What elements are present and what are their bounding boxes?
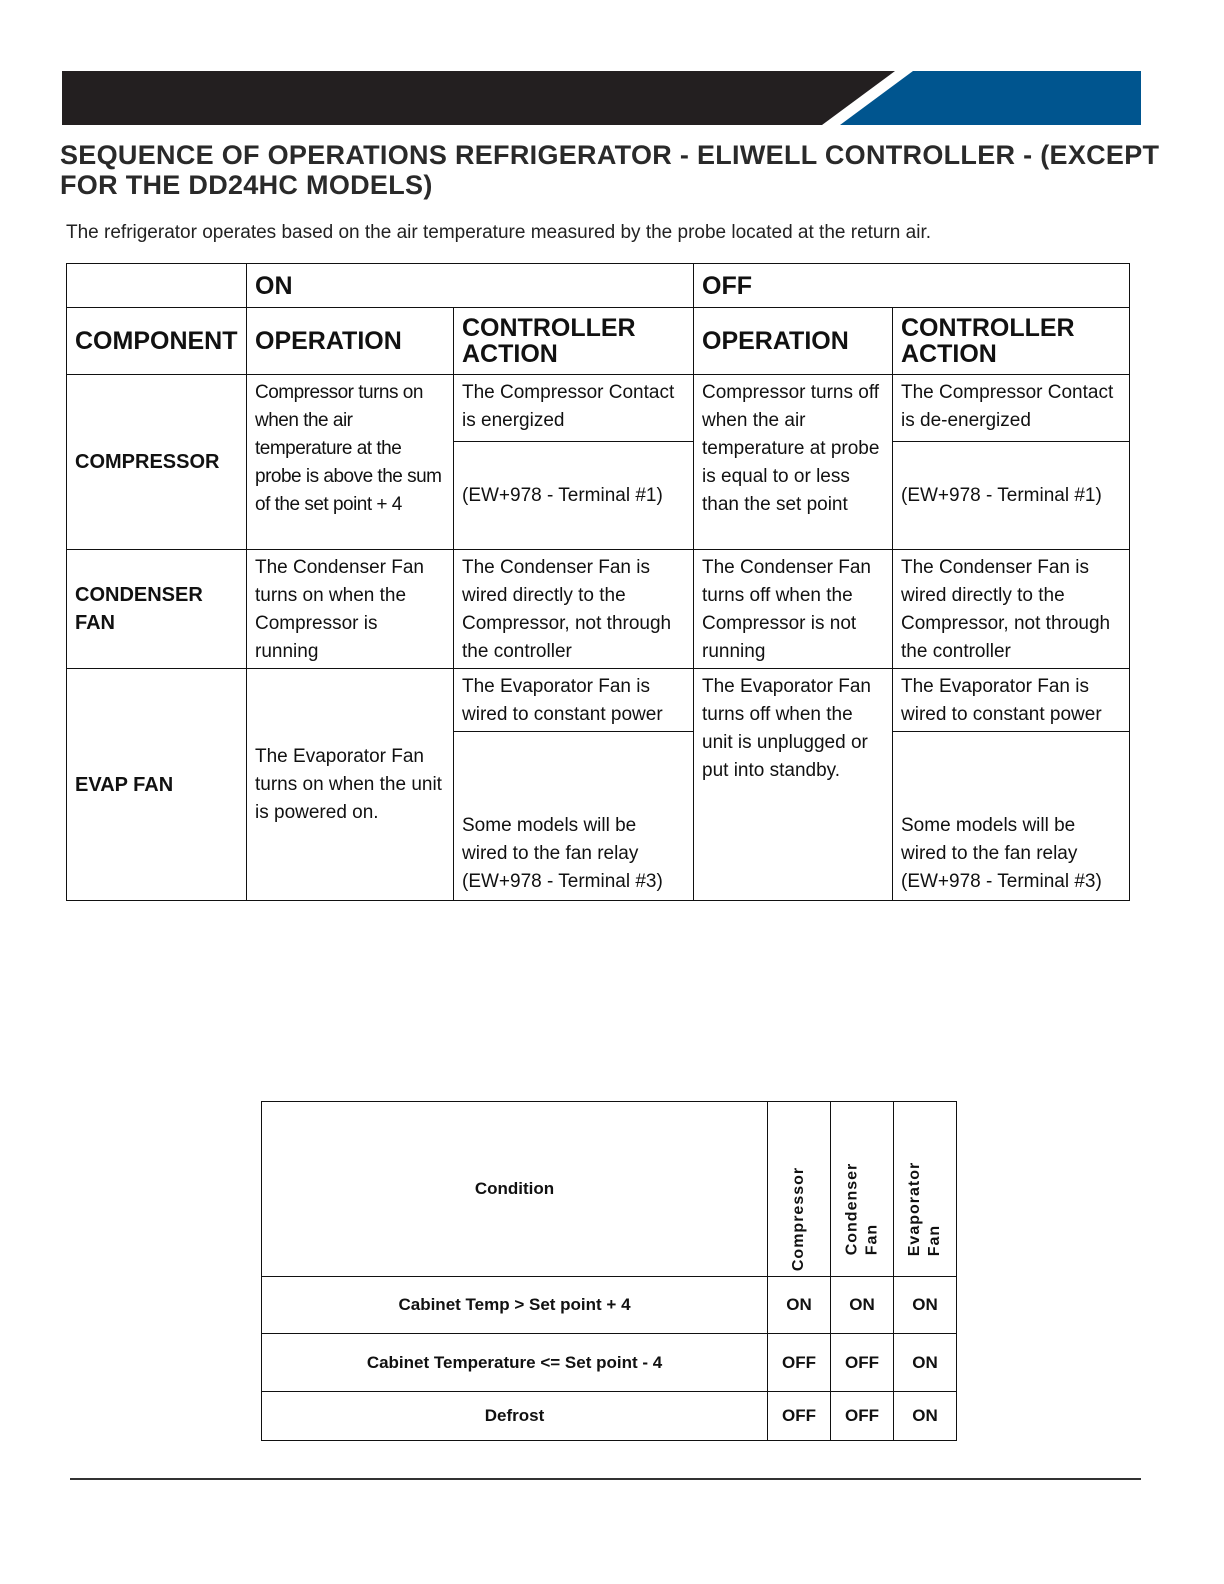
page-title: SEQUENCE OF OPERATIONS REFRIGERATOR - ELIWELL CONTROLLER - (EXCEPT FOR THE DD24HC MODELS) xyxy=(60,140,1160,200)
header-compressor-label: Compressor xyxy=(790,1166,807,1272)
compressor-off-action-2: (EW+978 - Terminal #1) xyxy=(892,441,1130,550)
evap-on-action-1: The Evaporator Fan is wired to constant power xyxy=(453,668,694,732)
header-banner xyxy=(0,0,1224,140)
header-evaporator-fan-label: Evaporator Fan xyxy=(906,1161,943,1257)
header-component: COMPONENT xyxy=(66,307,247,375)
compressor-off-operation: Compressor turns off when the air temperature at probe is equal to or less than the set point xyxy=(693,374,893,550)
condition-row-2: Cabinet Temperature <= Set point - 4 xyxy=(261,1333,768,1392)
row-3-condenser-fan: OFF xyxy=(830,1391,894,1441)
header-blue-band xyxy=(840,71,1141,125)
row-1-condenser-fan: ON xyxy=(830,1276,894,1334)
condenser-off-operation: The Condenser Fan turns off when the Compressor is not running xyxy=(693,549,893,669)
evap-off-action-1: The Evaporator Fan is wired to constant power xyxy=(892,668,1130,732)
evap-off-action-2: Some models will be wired to the fan relay (EW+978 - Terminal #3) xyxy=(892,731,1130,901)
header-dark-band xyxy=(62,71,895,125)
row-2-condenser-fan: OFF xyxy=(830,1333,894,1392)
evap-on-operation: The Evaporator Fan turns on when the unit is powered on. xyxy=(246,668,454,901)
footer-divider xyxy=(70,1478,1141,1480)
header-on-controller-action: CONTROLLER ACTION xyxy=(453,307,694,375)
header-evaporator-fan xyxy=(893,1101,957,1277)
compressor-off-action-1: The Compressor Contact is de-energized xyxy=(892,374,1130,442)
row-component-evap-fan: EVAP FAN xyxy=(66,668,247,901)
header-off-operation: OPERATION xyxy=(693,307,893,375)
intro-text: The refrigerator operates based on the air temperature measured by the probe located at the return air. xyxy=(66,222,932,243)
compressor-on-operation: Compressor turns on when the air temperature at the probe is above the sum of the set point + 4 xyxy=(246,374,454,550)
header-condition: Condition xyxy=(261,1101,768,1277)
condenser-off-action: The Condenser Fan is wired directly to the Compressor, not through the controller xyxy=(892,549,1130,669)
row-component-condenser-fan: CONDENSER FAN xyxy=(66,549,247,669)
condition-row-1: Cabinet Temp > Set point + 4 xyxy=(261,1276,768,1334)
group-off: OFF xyxy=(693,263,1130,308)
row-3-compressor: OFF xyxy=(767,1391,831,1441)
evap-off-operation: The Evaporator Fan turns off when the unit is unplugged or put into standby. xyxy=(693,668,893,901)
row-1-compressor: ON xyxy=(767,1276,831,1334)
header-condenser-fan xyxy=(830,1101,894,1277)
row-2-evaporator-fan: ON xyxy=(893,1333,957,1392)
header-off-controller-action: CONTROLLER ACTION xyxy=(892,307,1130,375)
condenser-on-action: The Condenser Fan is wired directly to the Compressor, not through the controller xyxy=(453,549,694,669)
row-component-compressor: COMPRESSOR xyxy=(66,374,247,550)
row-3-evaporator-fan: ON xyxy=(893,1391,957,1441)
row-2-compressor: OFF xyxy=(767,1333,831,1392)
evap-on-action-2: Some models will be wired to the fan relay (EW+978 - Terminal #3) xyxy=(453,731,694,901)
header-compressor xyxy=(767,1101,831,1277)
condenser-on-operation: The Condenser Fan turns on when the Compressor is running xyxy=(246,549,454,669)
condition-row-3: Defrost xyxy=(261,1391,768,1441)
header-on-operation: OPERATION xyxy=(246,307,454,375)
compressor-on-action-2: (EW+978 - Terminal #1) xyxy=(453,441,694,550)
compressor-on-action-1: The Compressor Contact is energized xyxy=(453,374,694,442)
header-condenser-fan-label: Condenser Fan xyxy=(843,1162,881,1256)
row-1-evaporator-fan: ON xyxy=(893,1276,957,1334)
group-on: ON xyxy=(246,263,694,308)
empty-corner xyxy=(66,263,247,308)
